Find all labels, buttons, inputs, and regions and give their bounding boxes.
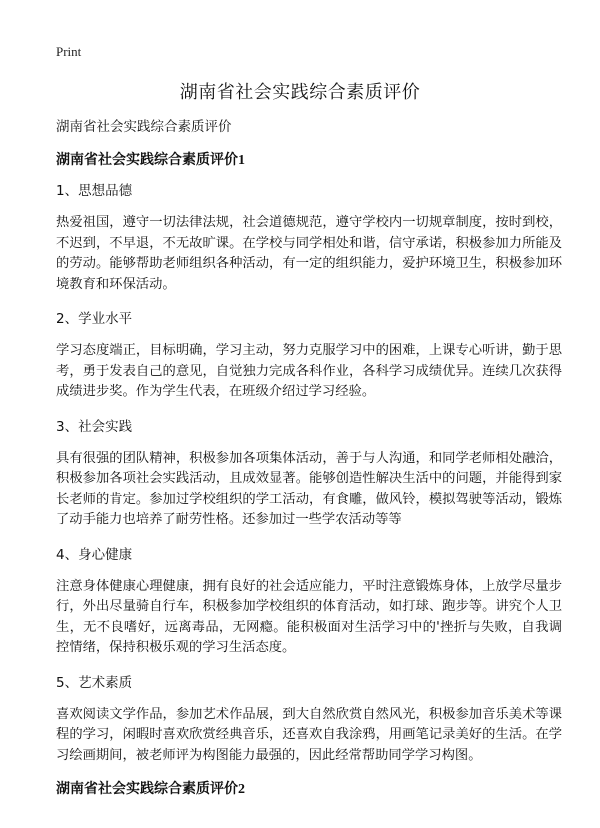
print-link[interactable]: Print xyxy=(56,44,82,59)
item-heading-health: 4、身心健康 xyxy=(56,546,133,563)
item-heading-moral: 1、思想品德 xyxy=(56,183,133,199)
document-body xyxy=(56,117,562,810)
item-heading-academic: 2、学业水平 xyxy=(56,311,133,327)
item-text-health: 注意身体健康心理健康，拥有良好的社会适应能力，平时注意锻炼身体，上放学尽量步行，外出尽量骑自行车，积极参加学校组织的体育活动，如打球、跑步等。讲究个人卫生，无不良嗜好，远离毒品，无网瘾。能积极面对生活学习中的'挫折与失败，自我调控情绪，保持积极乐观的学习生活态度。 xyxy=(56,578,562,655)
item-heading-art: 5、艺术素质 xyxy=(56,674,133,691)
document-subtitle: 湖南省社会实践综合素质评价 xyxy=(56,119,232,135)
section-heading-1: 湖南省社会实践综合素质评价1 xyxy=(56,153,245,168)
document-title: 湖南省社会实践综合素质评价 xyxy=(179,82,421,103)
item-text-moral: 热爱祖国，遵守一切法律法规，社会道德规范，遵守学校内一切规章制度，按时到校，不迟到，不早退，不无故旷课。在学校与同学相处和谐，信守承诺，积极参加力所能及的劳动。能够帮助老师组织各种活动，有一定的组织能力，爱护环境卫生，积极参加环境教育和环保活动。 xyxy=(56,215,562,292)
section-heading-2: 湖南省社会实践综合素质评价2 xyxy=(56,782,245,797)
item-text-art: 喜欢阅读文学作品，参加艺术作品展，到大自然欣赏自然风光，积极参加音乐美术等课程的学习，闲暇时喜欢欣赏经典音乐，还喜欢自我涂鸦，用画笔记录美好的生活。在学习绘画期间，被老师评为构图能力最强的，因此经常帮助同学学习构图。 xyxy=(56,706,562,763)
item-text-academic: 学习态度端正，目标明确，学习主动，努力克服学习中的困难，上课专心听讲，勤于思考，勇于发表自己的意见，自觉独力完成各科作业，各科学习成绩优异。连续几次获得成绩进步奖。作为学生代表，在班级介绍过学习经验。 xyxy=(56,343,562,399)
item-heading-social-practice: 3、社会实践 xyxy=(56,418,133,435)
item-text-social-practice: 具有很强的团队精神，积极参加各项集体活动，善于与人沟通，和同学老师相处融洽，积极参加各项社会实践活动，且成效显著。能够创造性解决生活中的问题，并能得到家长老师的肯定。参加过学校组织的学工活动，有食雕，做风铃，模拟驾驶等活动，锻炼了动手能力也培养了耐劳性格。还参加过一些学农活动等等 xyxy=(56,450,562,527)
